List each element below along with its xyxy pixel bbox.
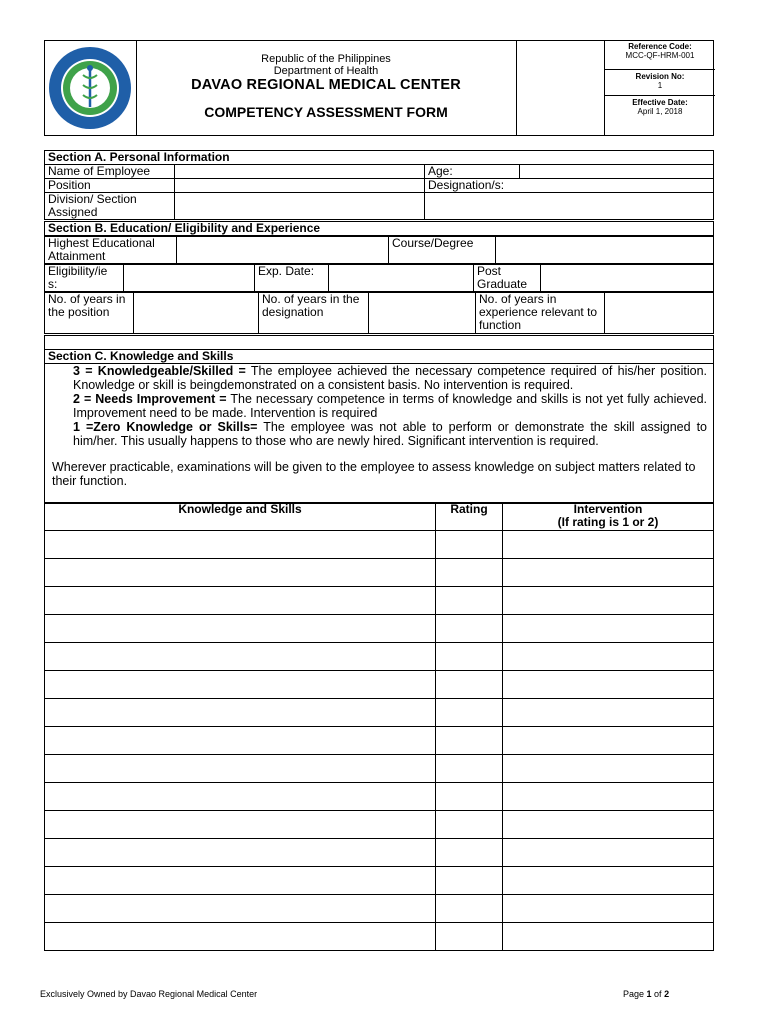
skill-cell[interactable] bbox=[45, 559, 436, 587]
intervention-cell[interactable] bbox=[503, 867, 714, 895]
rating-cell[interactable] bbox=[436, 755, 503, 783]
intervention-cell[interactable] bbox=[503, 923, 714, 951]
effective-date-row bbox=[605, 96, 715, 116]
name-field[interactable] bbox=[175, 165, 425, 179]
table-row bbox=[45, 587, 714, 615]
skill-cell[interactable] bbox=[45, 587, 436, 615]
skill-cell[interactable] bbox=[45, 755, 436, 783]
form-title: COMPETENCY ASSESSMENT FORM bbox=[204, 104, 448, 120]
col-rating-header: Rating bbox=[436, 503, 503, 531]
section-a-table bbox=[44, 150, 714, 220]
name-label: Name of Employee bbox=[45, 165, 175, 179]
skill-cell[interactable] bbox=[45, 839, 436, 867]
rating-cell[interactable] bbox=[436, 867, 503, 895]
eligibility-field[interactable] bbox=[124, 265, 255, 292]
table-row bbox=[45, 531, 714, 559]
years-row bbox=[44, 292, 714, 334]
intervention-cell[interactable] bbox=[503, 587, 714, 615]
rating-cell[interactable] bbox=[436, 811, 503, 839]
rating-3-key: 3 = Knowledgeable/Skilled = bbox=[73, 364, 246, 378]
table-row bbox=[45, 559, 714, 587]
rating-cell[interactable] bbox=[436, 587, 503, 615]
reference-box bbox=[604, 41, 715, 135]
intervention-cell[interactable] bbox=[503, 671, 714, 699]
years-designation-field[interactable] bbox=[369, 293, 476, 334]
skill-cell[interactable] bbox=[45, 811, 436, 839]
skill-cell[interactable] bbox=[45, 671, 436, 699]
table-row bbox=[45, 867, 714, 895]
rating-1-key: 1 =Zero Knowledge or Skills= bbox=[73, 420, 258, 434]
intervention-cell[interactable] bbox=[503, 839, 714, 867]
skills-table-header bbox=[45, 503, 714, 531]
table-row bbox=[45, 615, 714, 643]
designation-field[interactable] bbox=[425, 193, 714, 220]
rating-1-text: The employee was not able to perform or demonstrate the skill assigned to him/her. This usually happens to those who are newly hired. Significant intervention is required. bbox=[73, 420, 707, 448]
skill-cell[interactable] bbox=[45, 615, 436, 643]
revision-value: 1 bbox=[657, 81, 663, 90]
org-name: DAVAO REGIONAL MEDICAL CENTER bbox=[191, 77, 461, 93]
rating-cell[interactable] bbox=[436, 671, 503, 699]
years-position-label: No. of years in the position bbox=[45, 293, 134, 334]
reference-code-label: Reference Code: bbox=[628, 42, 692, 51]
hospital-seal-logo bbox=[45, 41, 136, 135]
years-experience-label: No. of years in experience relevant to function bbox=[476, 293, 605, 334]
col-intervention-subtitle: (If rating is 1 or 2) bbox=[557, 515, 659, 529]
rating-cell[interactable] bbox=[436, 699, 503, 727]
rating-2-definition bbox=[45, 392, 713, 420]
division-label: Division/ Section Assigned bbox=[45, 193, 175, 220]
revision-row bbox=[605, 70, 715, 96]
intervention-cell[interactable] bbox=[503, 531, 714, 559]
intervention-cell[interactable] bbox=[503, 755, 714, 783]
intervention-cell[interactable] bbox=[503, 895, 714, 923]
table-row bbox=[45, 895, 714, 923]
skill-cell[interactable] bbox=[45, 783, 436, 811]
rating-3-text: The employee achieved the necessary competence required of his/her position. Knowledge or skill is beingdemonstrated on a consistent basis. No intervention is required. bbox=[73, 364, 707, 392]
section-b-table bbox=[44, 221, 714, 236]
exp-date-label: Exp. Date: bbox=[255, 265, 329, 292]
education-label: Highest Educational Attainment bbox=[45, 237, 177, 264]
position-field[interactable] bbox=[175, 179, 425, 193]
position-label: Position bbox=[45, 179, 175, 193]
table-row bbox=[45, 923, 714, 951]
table-row bbox=[45, 727, 714, 755]
table-row bbox=[45, 671, 714, 699]
skill-cell[interactable] bbox=[45, 923, 436, 951]
skill-cell[interactable] bbox=[45, 867, 436, 895]
years-experience-field[interactable] bbox=[605, 293, 714, 334]
title-cell bbox=[136, 41, 517, 135]
skill-cell[interactable] bbox=[45, 727, 436, 755]
eligibility-row bbox=[44, 264, 714, 292]
rating-cell[interactable] bbox=[436, 615, 503, 643]
section-a-title: Section A. Personal Information bbox=[45, 151, 714, 165]
reference-code-value: MCC-QF-HRM-001 bbox=[625, 51, 695, 60]
col-intervention-title: Intervention bbox=[573, 502, 643, 516]
page-total: 2 bbox=[664, 989, 670, 999]
spacer-row bbox=[44, 335, 714, 350]
rating-cell[interactable] bbox=[436, 923, 503, 951]
intervention-cell[interactable] bbox=[503, 643, 714, 671]
section-c-title: Section C. Knowledge and Skills bbox=[45, 350, 713, 364]
rating-cell[interactable] bbox=[436, 559, 503, 587]
education-row bbox=[44, 236, 714, 264]
section-b-title: Section B. Education/ Eligibility and Experience bbox=[45, 222, 714, 236]
page-label: Page bbox=[623, 989, 647, 999]
course-field[interactable] bbox=[496, 237, 714, 264]
post-graduate-field[interactable] bbox=[541, 265, 714, 292]
revision-label: Revision No: bbox=[635, 72, 685, 81]
rating-cell[interactable] bbox=[436, 531, 503, 559]
rating-cell[interactable] bbox=[436, 839, 503, 867]
age-label: Age: bbox=[425, 165, 520, 179]
intervention-cell[interactable] bbox=[503, 811, 714, 839]
age-field[interactable] bbox=[520, 165, 714, 179]
education-field[interactable] bbox=[177, 237, 389, 264]
years-designation-label: No. of years in the designation bbox=[259, 293, 369, 334]
rating-3-definition bbox=[45, 364, 713, 392]
effective-date-value: April 1, 2018 bbox=[637, 107, 683, 116]
page-current: 1 bbox=[646, 989, 652, 999]
rating-cell[interactable] bbox=[436, 783, 503, 811]
republic-text: Republic of the Philippines bbox=[261, 53, 391, 65]
course-label: Course/Degree bbox=[389, 237, 496, 264]
intervention-cell[interactable] bbox=[503, 727, 714, 755]
form-header bbox=[44, 40, 714, 136]
col-skills-header: Knowledge and Skills bbox=[45, 503, 436, 531]
intervention-cell[interactable] bbox=[503, 559, 714, 587]
skill-cell[interactable] bbox=[45, 643, 436, 671]
designation-label: Designation/s: bbox=[425, 179, 714, 193]
page-of: of bbox=[651, 989, 665, 999]
intervention-cell[interactable] bbox=[503, 615, 714, 643]
intervention-cell[interactable] bbox=[503, 783, 714, 811]
division-field[interactable] bbox=[175, 193, 425, 220]
spacer-cell bbox=[45, 336, 714, 350]
rating-cell[interactable] bbox=[436, 727, 503, 755]
post-graduate-label: Post Graduate bbox=[474, 265, 541, 292]
skill-cell[interactable] bbox=[45, 895, 436, 923]
department-text: Department of Health bbox=[273, 65, 379, 77]
rating-2-key: 2 = Needs Improvement = bbox=[73, 392, 227, 406]
table-row bbox=[45, 643, 714, 671]
years-position-field[interactable] bbox=[134, 293, 259, 334]
logo-cell bbox=[45, 41, 137, 135]
exp-date-field[interactable] bbox=[329, 265, 474, 292]
table-row bbox=[45, 699, 714, 727]
table-row bbox=[45, 839, 714, 867]
rating-1-definition bbox=[45, 420, 713, 448]
intervention-cell[interactable] bbox=[503, 699, 714, 727]
footer-owner: Exclusively Owned by Davao Regional Medical Center bbox=[40, 989, 258, 999]
rating-cell[interactable] bbox=[436, 643, 503, 671]
rating-cell[interactable] bbox=[436, 895, 503, 923]
table-row bbox=[45, 755, 714, 783]
exam-note: Wherever practicable, examinations will be given to the employee to assess knowledge on subject matters related to their function. bbox=[52, 460, 696, 488]
section-c-box bbox=[44, 349, 714, 504]
col-intervention-header bbox=[503, 503, 714, 531]
skill-cell[interactable] bbox=[45, 531, 436, 559]
skill-cell[interactable] bbox=[45, 699, 436, 727]
table-row bbox=[45, 811, 714, 839]
eligibility-label: Eligibility/ie s: bbox=[45, 265, 124, 292]
skills-table bbox=[44, 502, 714, 951]
rating-2-text: The necessary competence in terms of knowledge and skills is not yet fully achieved. Improvement need to be made. Intervention is required bbox=[73, 392, 707, 420]
table-row bbox=[45, 783, 714, 811]
page-number bbox=[623, 989, 669, 999]
reference-code-row bbox=[605, 41, 715, 70]
effective-date-label: Effective Date: bbox=[632, 98, 688, 107]
